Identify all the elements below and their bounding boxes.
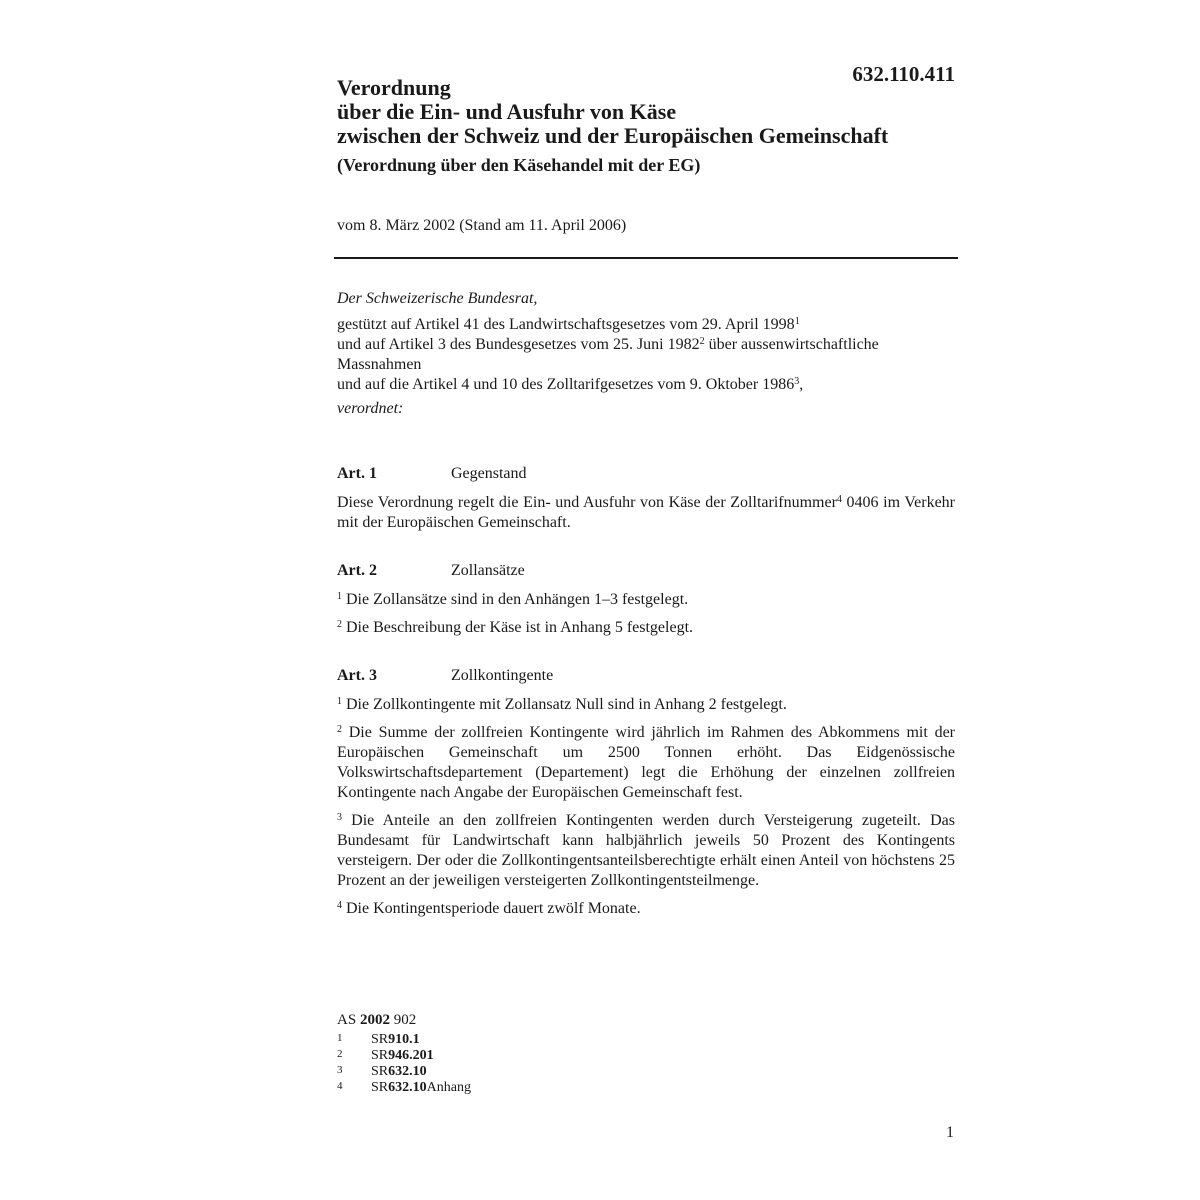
preamble-authority: Der Schweizerische Bundesrat, [337, 290, 538, 307]
paragraph-text: 0406 im Verkehr mit der Europäischen Gemeinschaft. [337, 494, 955, 531]
footnote-number: 4 [337, 1080, 343, 1092]
article-paragraph [337, 695, 955, 715]
paragraph-number: 2 [337, 724, 342, 735]
article-1 [337, 464, 955, 541]
footnote-item [337, 1064, 471, 1080]
article-heading [337, 666, 955, 686]
preamble-decree: verordnet: [337, 400, 404, 417]
footnote-ref-number[interactable]: 946.201 [388, 1048, 434, 1063]
article-number: Art. 3 [337, 667, 377, 684]
paragraph-number: 3 [337, 812, 342, 823]
footnote-ref[interactable]: 4 [836, 494, 842, 505]
official-collection-ref [337, 1012, 471, 1028]
footnote-prefix: SR [371, 1048, 389, 1063]
footnote-number: 3 [337, 1064, 343, 1076]
title-block [337, 76, 977, 176]
footnote-item [337, 1048, 471, 1064]
footnote-ref-number[interactable]: 632.10 [388, 1064, 427, 1079]
paragraph-number: 1 [337, 591, 342, 602]
basis-text: über aussenwirtschaftliche Massnahmen [337, 336, 879, 373]
basis-text: und auf Artikel 3 des Bundesgesetzes vom 25. Juni 1982 [337, 336, 700, 353]
footnote-prefix: SR [371, 1032, 389, 1047]
footnote-item [337, 1032, 471, 1048]
article-number: Art. 1 [337, 465, 377, 482]
article-3 [337, 666, 955, 927]
footnote-number: 2 [337, 1048, 343, 1060]
article-paragraph [337, 899, 955, 919]
article-paragraph [337, 493, 955, 533]
basis-text: und auf die Artikel 4 und 10 des Zolltarifgesetzes vom 9. Oktober 1986 [337, 376, 795, 393]
paragraph-text: Die Kontingentsperiode dauert zwölf Monate. [342, 900, 641, 917]
short-title: (Verordnung über den Käsehandel mit der EG) [337, 155, 701, 175]
preamble [337, 289, 957, 419]
article-heading [337, 561, 955, 581]
paragraph-text: Die Zollkontingente mit Zollansatz Null sind in Anhang 2 festgelegt. [342, 696, 787, 713]
article-title: Zollkontingente [451, 667, 554, 684]
article-number: Art. 2 [337, 562, 377, 579]
paragraph-text: Die Summe der zollfreien Kontingente wird jährlich im Rahmen des Abkommens mit der Europäischen Gemeinschaft um 2500 Tonnen erhöht. Das Eidgenössische Volkswirtschaftsdepartement (Departement) legt die Erhöhung der einzelnen zollfreien Kontingente nach Angabe der Europäischen Gemeinschaft fest. [337, 724, 955, 801]
footnote-ref[interactable]: 3 [794, 376, 800, 387]
article-title: Zollansätze [451, 562, 525, 579]
basis-text: , [799, 376, 804, 393]
paragraph-number: 4 [337, 900, 342, 911]
footnote-ref[interactable]: 1 [794, 316, 800, 327]
date-line: vom 8. März 2002 (Stand am 11. April 2006) [337, 217, 627, 234]
page-number: 1 [946, 1124, 954, 1141]
article-paragraph [337, 723, 955, 803]
footnote-ref[interactable]: 2 [699, 336, 705, 347]
title-line: zwischen der Schweiz und der Europäischen Gemeinschaft [337, 123, 889, 148]
paragraph-text: Die Beschreibung der Käse ist in Anhang 5 festgelegt. [342, 619, 694, 636]
title-line: über die Ein- und Ausfuhr von Käse [337, 99, 677, 124]
article-paragraph [337, 590, 955, 610]
basis-text: gestützt auf Artikel 41 des Landwirtschaftsgesetzes vom 29. April 1998 [337, 316, 795, 333]
article-2 [337, 561, 955, 646]
preamble-basis [337, 335, 957, 375]
footnote-prefix: SR [371, 1080, 389, 1095]
article-paragraph [337, 618, 955, 638]
paragraph-text: Die Zollansätze sind in den Anhängen 1–3 festgelegt. [342, 591, 689, 608]
article-title: Gegenstand [451, 465, 527, 482]
footnote-suffix: Anhang [426, 1080, 471, 1095]
article-heading [337, 464, 955, 484]
as-page: 902 [389, 1012, 417, 1028]
title-line: Verordnung [337, 75, 451, 100]
footnote-ref-number[interactable]: 910.1 [388, 1032, 420, 1047]
paragraph-text: Die Anteile an den zollfreien Kontingenten werden durch Versteigerung zugeteilt. Das Bundesamt für Landwirtschaft kann halbjährlich jeweils 50 Prozent des Kontingents versteigern. Der oder die Zollkontingentsanteilsberechtigte erhält einen Anteil von höchstens 25 Prozent an der jeweiligen versteigerten Zollkontingentsteilmenge. [337, 812, 955, 889]
paragraph-number: 1 [337, 696, 342, 707]
footnote-ref-number[interactable]: 632.10 [388, 1080, 427, 1095]
footnote-number: 1 [337, 1032, 343, 1044]
as-prefix: AS [337, 1012, 360, 1028]
preamble-basis [337, 375, 957, 395]
preamble-basis [337, 315, 957, 335]
paragraph-number: 2 [337, 619, 342, 630]
paragraph-text: Diese Verordnung regelt die Ein- und Ausfuhr von Käse der Zolltarifnummer [337, 494, 837, 511]
footnote-prefix: SR [371, 1064, 389, 1079]
sr-number: 632.110.411 [852, 62, 955, 86]
as-year: 2002 [359, 1012, 390, 1028]
article-paragraph [337, 811, 955, 891]
title-divider [334, 257, 958, 259]
footnotes [337, 1012, 471, 1096]
footnote-item [337, 1080, 471, 1096]
